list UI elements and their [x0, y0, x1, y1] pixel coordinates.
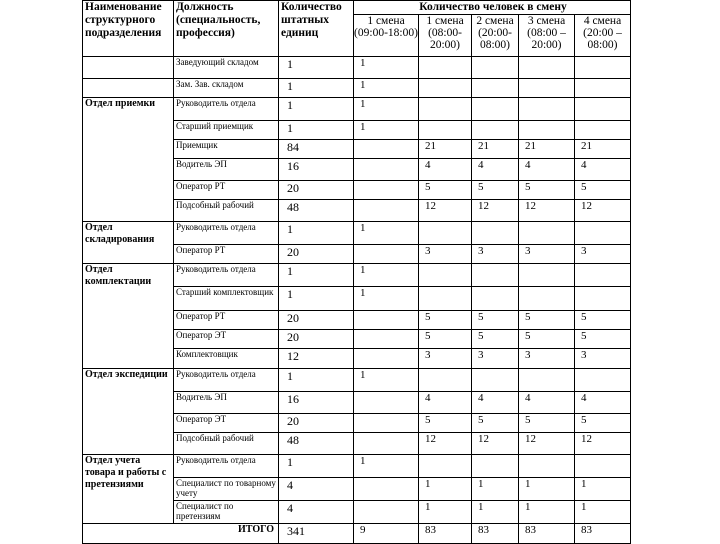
table-row — [83, 369, 631, 392]
header-shift-1: 1 смена (09:00-18:00) — [354, 15, 419, 57]
position-cell: Специалист по претензиям — [174, 501, 279, 524]
header-staff-count: Количество штатных единиц — [279, 1, 354, 57]
shift-4-cell — [519, 57, 575, 79]
position-cell: Оператор РТ — [174, 311, 279, 330]
shift-5-cell — [575, 287, 631, 311]
total-shift-5: 83 — [575, 524, 631, 544]
shift-5-cell — [575, 222, 631, 245]
position-cell: Подсобный рабочий — [174, 200, 279, 222]
table-row — [83, 455, 631, 478]
staff-count-cell: 20 — [279, 330, 354, 349]
position-cell: Старший комплектовщик — [174, 287, 279, 311]
shift-5-cell: 12 — [575, 433, 631, 455]
shift-1-cell — [354, 501, 419, 524]
shift-3-cell — [472, 264, 519, 287]
position-cell: Оператор ЭТ — [174, 414, 279, 433]
shift-1-cell — [354, 478, 419, 501]
staff-count-cell: 48 — [279, 433, 354, 455]
total-shift-3: 83 — [472, 524, 519, 544]
shift-5-cell: 4 — [575, 392, 631, 414]
staff-count-cell: 16 — [279, 392, 354, 414]
shift-5-cell — [575, 98, 631, 121]
position-cell: Оператор РТ — [174, 181, 279, 200]
shift-5-cell: 5 — [575, 311, 631, 330]
shift-2-cell — [419, 79, 472, 98]
shift-5-cell — [575, 369, 631, 392]
shift-2-cell: 3 — [419, 349, 472, 369]
shift-4-cell: 5 — [519, 181, 575, 200]
position-cell: Руководитель отдела — [174, 222, 279, 245]
table-row — [83, 222, 631, 245]
shift-1-cell: 1 — [354, 369, 419, 392]
shift-4-cell — [519, 264, 575, 287]
shift-4-cell: 3 — [519, 349, 575, 369]
shift-5-cell: 5 — [575, 414, 631, 433]
shift-5-cell — [575, 264, 631, 287]
staff-count-cell: 1 — [279, 287, 354, 311]
shift-2-cell: 1 — [419, 501, 472, 524]
total-label: ИТОГО — [83, 524, 279, 544]
shift-2-cell — [419, 98, 472, 121]
shift-1-cell — [354, 245, 419, 264]
shift-4-cell: 1 — [519, 478, 575, 501]
shift-3-cell: 3 — [472, 349, 519, 369]
shift-1-cell: 1 — [354, 455, 419, 478]
shift-2-cell: 5 — [419, 311, 472, 330]
shift-4-cell — [519, 121, 575, 140]
shift-1-cell — [354, 159, 419, 181]
shift-4-cell — [519, 98, 575, 121]
shift-3-cell: 12 — [472, 200, 519, 222]
shift-4-cell: 4 — [519, 392, 575, 414]
shift-1-cell: 1 — [354, 79, 419, 98]
staff-count-cell: 1 — [279, 98, 354, 121]
shift-3-cell — [472, 57, 519, 79]
shift-3-cell: 21 — [472, 140, 519, 159]
shift-2-cell: 1 — [419, 478, 472, 501]
shift-3-cell — [472, 79, 519, 98]
position-cell: Старший приемщик — [174, 121, 279, 140]
staff-count-cell: 20 — [279, 245, 354, 264]
position-cell: Зам. Зав. складом — [174, 79, 279, 98]
shift-5-cell: 3 — [575, 349, 631, 369]
position-cell: Приемщик — [174, 140, 279, 159]
shift-4-cell: 5 — [519, 330, 575, 349]
shift-3-cell — [472, 455, 519, 478]
shift-2-cell: 5 — [419, 414, 472, 433]
header-shift-3: 2 смена (20:00-08:00) — [472, 15, 519, 57]
shift-2-cell — [419, 264, 472, 287]
shift-1-cell — [354, 200, 419, 222]
staff-count-cell: 1 — [279, 121, 354, 140]
shift-4-cell — [519, 287, 575, 311]
shift-2-cell — [419, 287, 472, 311]
shift-5-cell: 1 — [575, 501, 631, 524]
shift-5-cell: 21 — [575, 140, 631, 159]
shift-4-cell: 5 — [519, 311, 575, 330]
shift-4-cell: 21 — [519, 140, 575, 159]
position-cell: Оператор ЭТ — [174, 330, 279, 349]
department-cell — [83, 57, 174, 79]
staff-count-cell: 20 — [279, 311, 354, 330]
shift-2-cell — [419, 121, 472, 140]
shift-2-cell: 12 — [419, 433, 472, 455]
shift-3-cell: 5 — [472, 181, 519, 200]
department-cell: Отдел складирования — [83, 222, 174, 264]
shift-3-cell: 5 — [472, 414, 519, 433]
shift-5-cell: 5 — [575, 330, 631, 349]
shift-1-cell: 1 — [354, 287, 419, 311]
staff-count-cell: 1 — [279, 79, 354, 98]
position-cell: Руководитель отдела — [174, 98, 279, 121]
total-shift-1: 9 — [354, 524, 419, 544]
position-cell: Подсобный рабочий — [174, 433, 279, 455]
shift-3-cell — [472, 98, 519, 121]
department-cell: Отдел экспедиции — [83, 369, 174, 455]
shift-5-cell: 1 — [575, 478, 631, 501]
department-cell: Отдел комплектации — [83, 264, 174, 369]
shift-3-cell: 5 — [472, 330, 519, 349]
total-shift-2: 83 — [419, 524, 472, 544]
staff-count-cell: 1 — [279, 455, 354, 478]
shift-4-cell: 5 — [519, 414, 575, 433]
shift-2-cell — [419, 57, 472, 79]
total-row — [83, 524, 631, 544]
shift-4-cell — [519, 369, 575, 392]
position-cell: Руководитель отдела — [174, 264, 279, 287]
header-shift-2: 1 смена (08:00-20:00) — [419, 15, 472, 57]
shift-1-cell — [354, 414, 419, 433]
shift-4-cell — [519, 455, 575, 478]
table-row — [83, 57, 631, 79]
staff-count-cell: 1 — [279, 369, 354, 392]
staff-count-cell: 4 — [279, 501, 354, 524]
shift-4-cell: 4 — [519, 159, 575, 181]
department-cell — [83, 79, 174, 98]
shift-1-cell — [354, 330, 419, 349]
total-shift-4: 83 — [519, 524, 575, 544]
position-cell: Руководитель отдела — [174, 455, 279, 478]
staff-count-cell: 1 — [279, 264, 354, 287]
shift-5-cell — [575, 57, 631, 79]
header-shift-5: 4 смена (20:00 – 08:00) — [575, 15, 631, 57]
shift-5-cell: 12 — [575, 200, 631, 222]
staff-count-cell: 84 — [279, 140, 354, 159]
shift-1-cell: 1 — [354, 57, 419, 79]
shift-2-cell — [419, 369, 472, 392]
header-shift-4: 3 смена (08:00 – 20:00) — [519, 15, 575, 57]
shift-2-cell: 5 — [419, 181, 472, 200]
shift-3-cell: 1 — [472, 478, 519, 501]
shift-1-cell — [354, 433, 419, 455]
shift-1-cell: 1 — [354, 222, 419, 245]
shift-2-cell: 3 — [419, 245, 472, 264]
shift-5-cell — [575, 79, 631, 98]
position-cell: Водитель ЭП — [174, 159, 279, 181]
shift-4-cell: 12 — [519, 200, 575, 222]
department-cell: Отдел приемки — [83, 98, 174, 222]
shift-4-cell: 3 — [519, 245, 575, 264]
staff-count-cell: 1 — [279, 222, 354, 245]
shift-1-cell: 1 — [354, 121, 419, 140]
shift-1-cell — [354, 181, 419, 200]
header-shifts: Количество человек в смену — [354, 1, 631, 15]
shift-2-cell: 21 — [419, 140, 472, 159]
shift-4-cell — [519, 222, 575, 245]
staff-count-cell: 16 — [279, 159, 354, 181]
shift-3-cell — [472, 222, 519, 245]
shift-2-cell: 5 — [419, 330, 472, 349]
position-cell: Руководитель отдела — [174, 369, 279, 392]
table-row — [83, 98, 631, 121]
shift-4-cell — [519, 79, 575, 98]
shift-2-cell: 4 — [419, 159, 472, 181]
department-cell: Отдел учета товара и работы с претензиями — [83, 455, 174, 524]
shift-3-cell — [472, 121, 519, 140]
shift-1-cell: 1 — [354, 264, 419, 287]
table-row — [83, 79, 631, 98]
shift-5-cell: 4 — [575, 159, 631, 181]
position-cell: Водитель ЭП — [174, 392, 279, 414]
header-position: Должность (специальность, профессия) — [174, 1, 279, 57]
position-cell: Оператор РТ — [174, 245, 279, 264]
shift-3-cell: 3 — [472, 245, 519, 264]
staff-count-cell: 48 — [279, 200, 354, 222]
shift-4-cell: 12 — [519, 433, 575, 455]
shift-1-cell — [354, 140, 419, 159]
shift-3-cell — [472, 287, 519, 311]
position-cell: Комплектовщик — [174, 349, 279, 369]
shift-5-cell — [575, 121, 631, 140]
staff-count-cell: 12 — [279, 349, 354, 369]
shift-3-cell: 4 — [472, 392, 519, 414]
staff-count-cell: 1 — [279, 57, 354, 79]
shift-5-cell — [575, 455, 631, 478]
position-cell: Заведующий складом — [174, 57, 279, 79]
shift-2-cell — [419, 455, 472, 478]
shift-4-cell: 1 — [519, 501, 575, 524]
staff-count-cell: 20 — [279, 414, 354, 433]
shift-1-cell — [354, 349, 419, 369]
shift-1-cell — [354, 311, 419, 330]
shift-3-cell: 12 — [472, 433, 519, 455]
shift-1-cell: 1 — [354, 98, 419, 121]
header-department: Наименование структурного подразделения — [83, 1, 174, 57]
shift-2-cell: 4 — [419, 392, 472, 414]
shift-3-cell: 1 — [472, 501, 519, 524]
position-cell: Специалист по товарному учету — [174, 478, 279, 501]
shift-3-cell: 5 — [472, 311, 519, 330]
staff-count-cell: 4 — [279, 478, 354, 501]
total-staff-count: 341 — [279, 524, 354, 544]
staff-count-cell: 20 — [279, 181, 354, 200]
table-row — [83, 264, 631, 287]
staffing-table — [82, 0, 631, 544]
shift-2-cell — [419, 222, 472, 245]
shift-3-cell: 4 — [472, 159, 519, 181]
shift-3-cell — [472, 369, 519, 392]
shift-2-cell: 12 — [419, 200, 472, 222]
shift-5-cell: 5 — [575, 181, 631, 200]
shift-1-cell — [354, 392, 419, 414]
shift-5-cell: 3 — [575, 245, 631, 264]
